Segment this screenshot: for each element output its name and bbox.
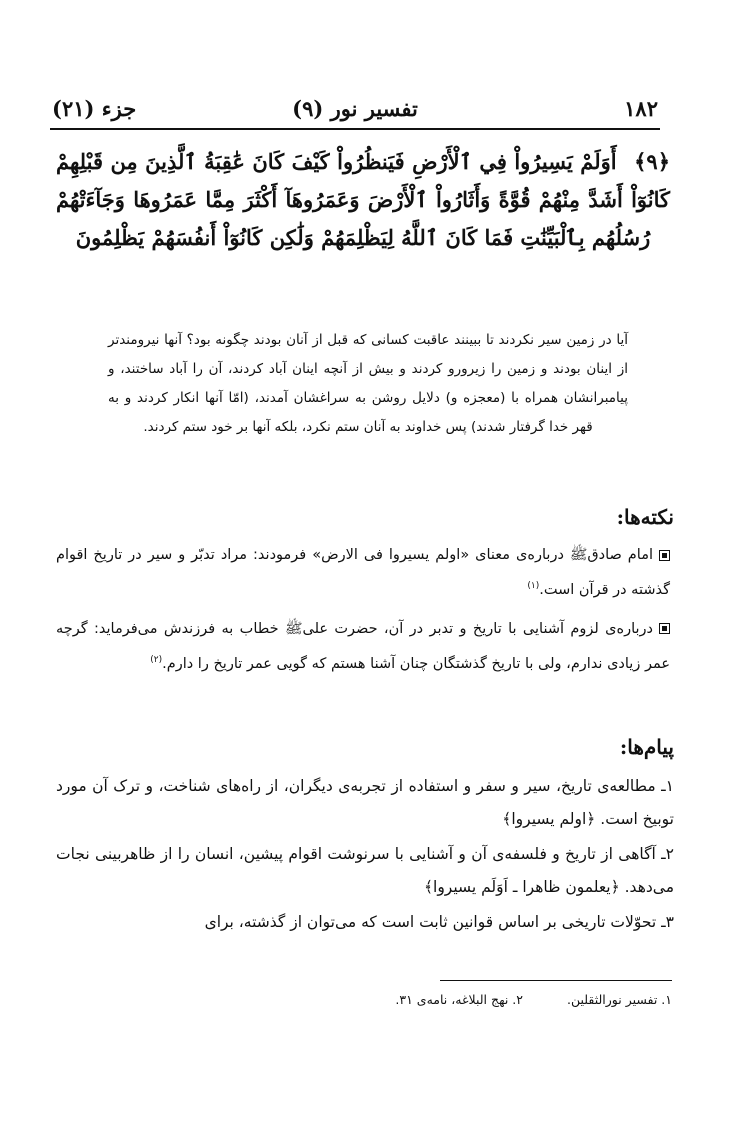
note-item: [56, 614, 670, 680]
notes-list: [56, 540, 670, 688]
verse-translation: آیا در زمین سیر نکردند تا ببینند عاقبت کسانی که قبل از آنان بودند چگونه بود؟ آنها نیرومندتر از اینان بودند و زمین را زیرورو کردند و بیش از آنچه اینان آباد کردند، آن را آباد ساختند، و پیامبرانشان همراه با (معجزه و) دلایل روشن به سراغشان آمدند، (امّا آنها انکار کردند و به قهر خدا گرفتار شدند) پس خداوند به آنان ستم نکرد، بلکه آنها بر خود ستم کردند.: [108, 332, 628, 435]
footnotes: [296, 992, 672, 1007]
footnote-rule: [440, 980, 672, 981]
message-item: ۲ـ آگاهی از تاریخ و فلسفه‌ی آن و آشنایی با سرنوشت اقوام پیشین، انسان را از ظاهربینی نجات می‌دهد. ﴿یعلمون ظاهرا ـ اَوَلَم یسیروا﴾: [56, 845, 674, 896]
book-title: تفسیر نور (۹): [292, 96, 418, 121]
verse-line: عَمَرُوهَا وَجَآءَتْهُمْ رُسُلُهُم بِٱلْبَيِّنَٰتِ فَمَا كَانَ ٱللَّهُ لِيَظْلِمَهُمْ: [56, 187, 651, 250]
page-number: ۱۸۲: [624, 96, 658, 121]
note-item: [56, 540, 670, 606]
part-label: جزء (۲۱): [52, 96, 137, 121]
note-text: امام صادقﷺ درباره‌ی معنای «اولم یسیروا فی الارض» فرمودند: مراد تدبّر و سیر در تاریخ اقوام گذشته در قرآن است.: [56, 547, 670, 598]
verse-line: أَوَلَمْ يَسِيرُواْ فِي ٱلْأَرْضِ فَيَنظُرُواْ كَيْفَ كَانَ عَٰقِبَةُ ٱلَّذِينَ مِن: [110, 149, 617, 174]
header-rule: [50, 128, 660, 130]
message-item: ۱ـ مطالعه‌ی تاریخ، سیر و سفر و استفاده از تجربه‌ی دیگران، از راه‌های شناخت، و ترک آن مورد توبیخ است. ﴿اولم یسیروا﴾: [56, 777, 674, 828]
square-bullet-icon: [659, 623, 670, 634]
message-item: ۳ـ تحوّلات تاریخی بر اساس قوانین ثابت است که می‌توان از گذشته، برای: [204, 913, 674, 931]
running-header: [52, 96, 658, 130]
verse-line: قَبْلِهِمْ كَانُوٓاْ أَشَدَّ مِنْهُمْ قُوَّةً وَأَثَارُواْ ٱلْأَرْضَ وَعَمَرُوهَآ أَكْثَرَ مِمَّا: [56, 149, 671, 212]
square-bullet-icon: [659, 550, 670, 561]
footnote-ref: (۲): [150, 654, 163, 665]
messages-list: [56, 770, 674, 941]
notes-heading: نکته‌ها:: [616, 505, 674, 529]
footnote-item: ۱. تفسیر نورالثقلین.: [566, 992, 672, 1007]
verse-number: ﴿۹﴾: [634, 149, 670, 174]
note-text: درباره‌ی لزوم آشنایی با تاریخ و تدبر در آن، حضرت علیﷺ خطاب به فرزندش می‌فرماید: گرچه عمر زیادی ندارم، ولی با تاریخ گذشتگان چنان آشنا هستم که گویی عمر تاریخ را دارم.: [56, 620, 670, 672]
verse-line: وَلَٰكِن كَانُوٓاْ أَنفُسَهُمْ يَظْلِمُونَ: [75, 225, 314, 250]
footnote-ref: (۱): [527, 581, 540, 591]
quran-verse: [56, 143, 670, 257]
messages-heading: پیام‌ها:: [619, 735, 674, 759]
footnote-item: ۲. نهج البلاغه، نامه‌ی ۳۱.: [395, 992, 523, 1007]
